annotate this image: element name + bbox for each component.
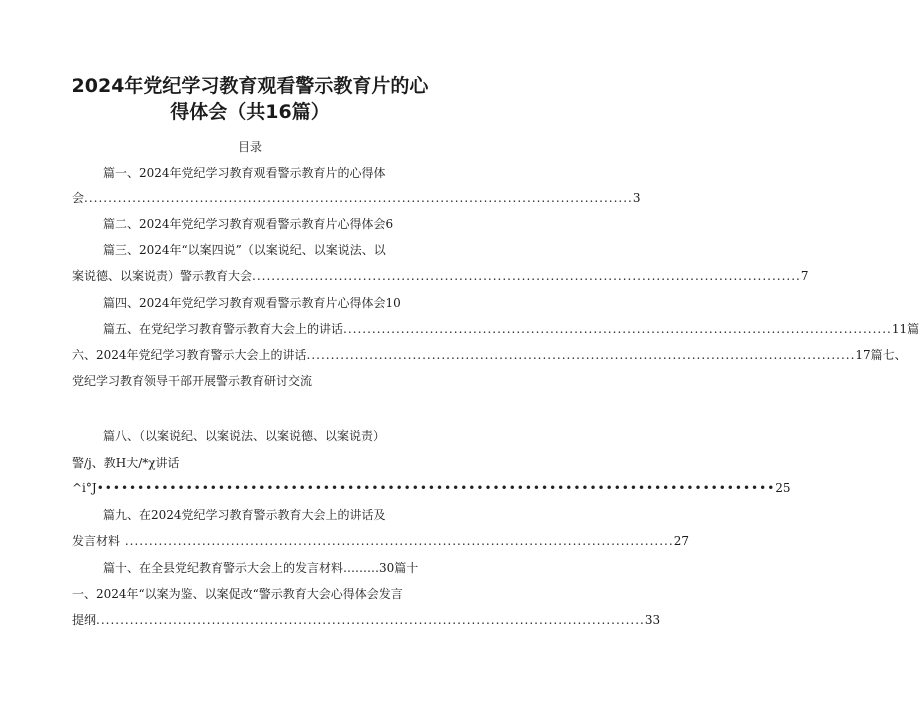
dot-leader: .................................................................................................................. (252, 269, 801, 283)
toc-entry-text: 案说德、以案说责）警示教育大会 (72, 269, 253, 283)
toc-entry-3-line-1: 篇三、2024年“以案四说”（以案说纪、以案说法、以 (103, 243, 386, 257)
document-title-line-2: 得体会（共16篇） (170, 101, 330, 123)
toc-heading: 目录 (237, 140, 262, 154)
toc-entry-text: 发言材料 (72, 534, 121, 548)
toc-entry-text: 篇五、在党纪学习教育警示教育大会上的讲话 (103, 322, 344, 336)
toc-entry-6 (72, 347, 907, 363)
page-number: 7 (800, 269, 809, 283)
toc-entry-1-line-1: 篇一、2024年党纪学习教育观看警示教育片的心得体 (103, 166, 386, 180)
toc-entry-text: 六、2024年党纪学习教育警示大会上的讲话 (72, 348, 307, 362)
page-number: 11篇 (891, 322, 919, 336)
toc-entry-11-line-2 (72, 612, 661, 628)
dot-leader: .................................................................................................................. (306, 348, 856, 362)
dot-leader: .................................................................................................................. (343, 322, 892, 336)
page-number: 25 (775, 481, 791, 495)
page-number: 27 (673, 534, 689, 548)
toc-entry-5 (103, 321, 919, 337)
dot-leader: .................................................................................................................. (120, 534, 674, 548)
toc-entry-7: 党纪学习教育领导干部开展警示教育研讨交流 (72, 374, 313, 388)
toc-entry-9-line-1: 篇九、在2024党纪学习教育警示教育大会上的讲话及 (103, 508, 386, 522)
page-number: 3 (632, 191, 641, 205)
dot-leader: •••••••••••••••••••••••••••••••••••••••••••••••••••••••••••••••••••••••••••••••••••• (96, 481, 776, 495)
page-number: 33 (644, 613, 661, 627)
toc-entry-text: 会 (72, 191, 85, 205)
toc-entry-text: ^i°J (72, 481, 97, 495)
page-number: 17篇七、 (855, 348, 907, 362)
dot-leader: .................................................................................................................. (84, 191, 633, 205)
document-title-line-1: 2024年党纪学习教育观看警示教育片的心 (71, 75, 429, 97)
toc-entry-3-line-2 (72, 268, 809, 284)
toc-entry-10: 篇十、在全县党纪教育警示大会上的发言材料………30篇十 (103, 561, 419, 575)
toc-entry-text: 提纲 (72, 613, 97, 627)
toc-entry-11-line-1: 一、2024年“以案为鉴、以案促改“警示教育大会心得体会发言 (72, 587, 403, 601)
toc-entry-9-line-2 (72, 533, 689, 549)
toc-entry-8-line-1: 篇八、（以案说纪、以案说法、以案说德、以案说责） (103, 429, 386, 443)
toc-entry-8-line-3 (72, 480, 791, 496)
toc-entry-8-line-2: 警/j、教H大/*χ讲话 (72, 456, 180, 470)
toc-entry-4: 篇四、2024年党纪学习教育观看警示教育片心得体会10 (103, 296, 401, 310)
toc-entry-1-line-2 (72, 190, 641, 206)
toc-entry-2: 篇二、2024年党纪学习教育观看警示教育片心得体会6 (103, 217, 394, 231)
dot-leader: .................................................................................................................. (96, 613, 645, 627)
